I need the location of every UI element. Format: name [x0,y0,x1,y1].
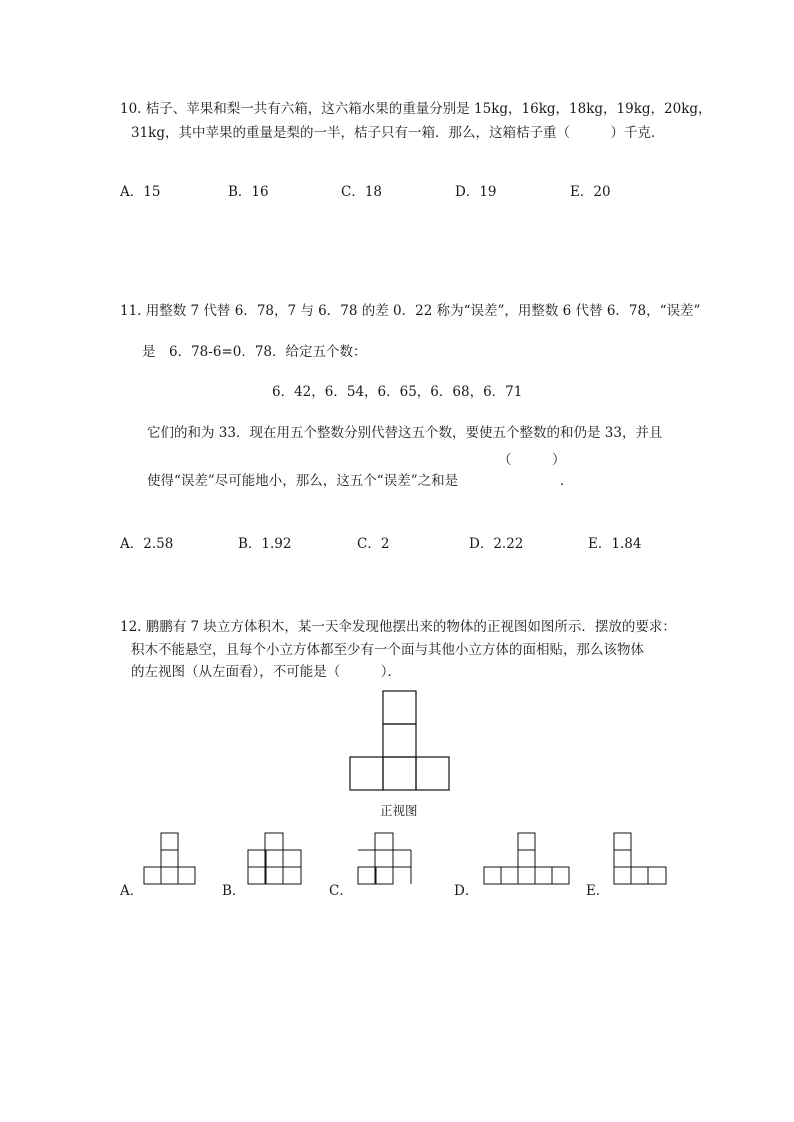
q11-option-c[interactable]: C．2 [357,536,390,552]
q10-option-b[interactable]: B．16 [228,184,269,200]
q10-line-1: 10. 桔子、苹果和梨一共有六箱，这六箱水果的重量分别是 15kg，16kg，18kg，19kg，20kg， [120,101,712,117]
q10-option-c[interactable]: C．18 [341,184,383,200]
q11-line-4-period: ． [560,473,574,489]
q12-option-e-label[interactable]: E． [586,883,610,899]
q11-line-2: 是 6．78-6=0．78．给定五个数： [142,344,367,360]
q10-option-d[interactable]: D．19 [455,184,497,200]
q11-option-a[interactable]: A．2.58 [120,536,174,552]
q11-line-3: 它们的和为 33．现在用五个整数分别代替这五个数，要使五个整数的和仍是 33，并且 [147,425,663,441]
q12-line-3: 的左视图（从左面看），不可能是（ ）． [131,664,401,680]
q11-answer-blank[interactable]: （ ） [498,452,566,468]
q12-line-2: 积木不能悬空，且每个小立方体都至少有一个面与其他小立方体的面相贴，那么该物体 [131,642,644,658]
front-view-figure [348,690,450,792]
front-view-caption: 正视图 [380,803,418,818]
q11-option-b[interactable]: B．1.92 [238,536,292,552]
q10-option-a[interactable]: A．15 [120,184,161,200]
q11-option-d[interactable]: D．2.22 [469,536,524,552]
q12-option-b-label[interactable]: B． [222,883,246,899]
option-b-left-view[interactable] [246,832,304,888]
q11-numbers: 6．42，6．54，6．65，6．68，6．71 [272,384,523,400]
q12-option-d-label[interactable]: D． [454,883,479,899]
q12-option-c-label[interactable]: C． [329,883,353,899]
q10-option-e[interactable]: E．20 [570,184,611,200]
option-e-left-view[interactable] [612,832,670,888]
q11-line-4: 使得“误差”尽可能地小，那么，这五个“误差”之和是 [147,473,459,489]
option-d-left-view[interactable] [483,832,573,888]
q11-line-1: 11. 用整数 7 代替 6．78，7 与 6．78 的差 0．22 称为“误差”，用整数 6 代替 6．78，“误差” [120,303,701,319]
q12-line-1: 12. 鹏鹏有 7 块立方体积木，某一天伞发现他摆出来的物体的正视图如图所示．摆放的要求： [120,619,676,635]
q11-option-e[interactable]: E．1.84 [588,536,642,552]
q12-option-a-label[interactable]: A． [120,883,144,899]
option-c-left-view[interactable] [356,832,414,888]
q10-line-2: 31kg，其中苹果的重量是梨的一半，桔子只有一箱．那么，这箱桔子重（ ）千克． [131,125,665,141]
option-a-left-view[interactable] [143,832,198,887]
